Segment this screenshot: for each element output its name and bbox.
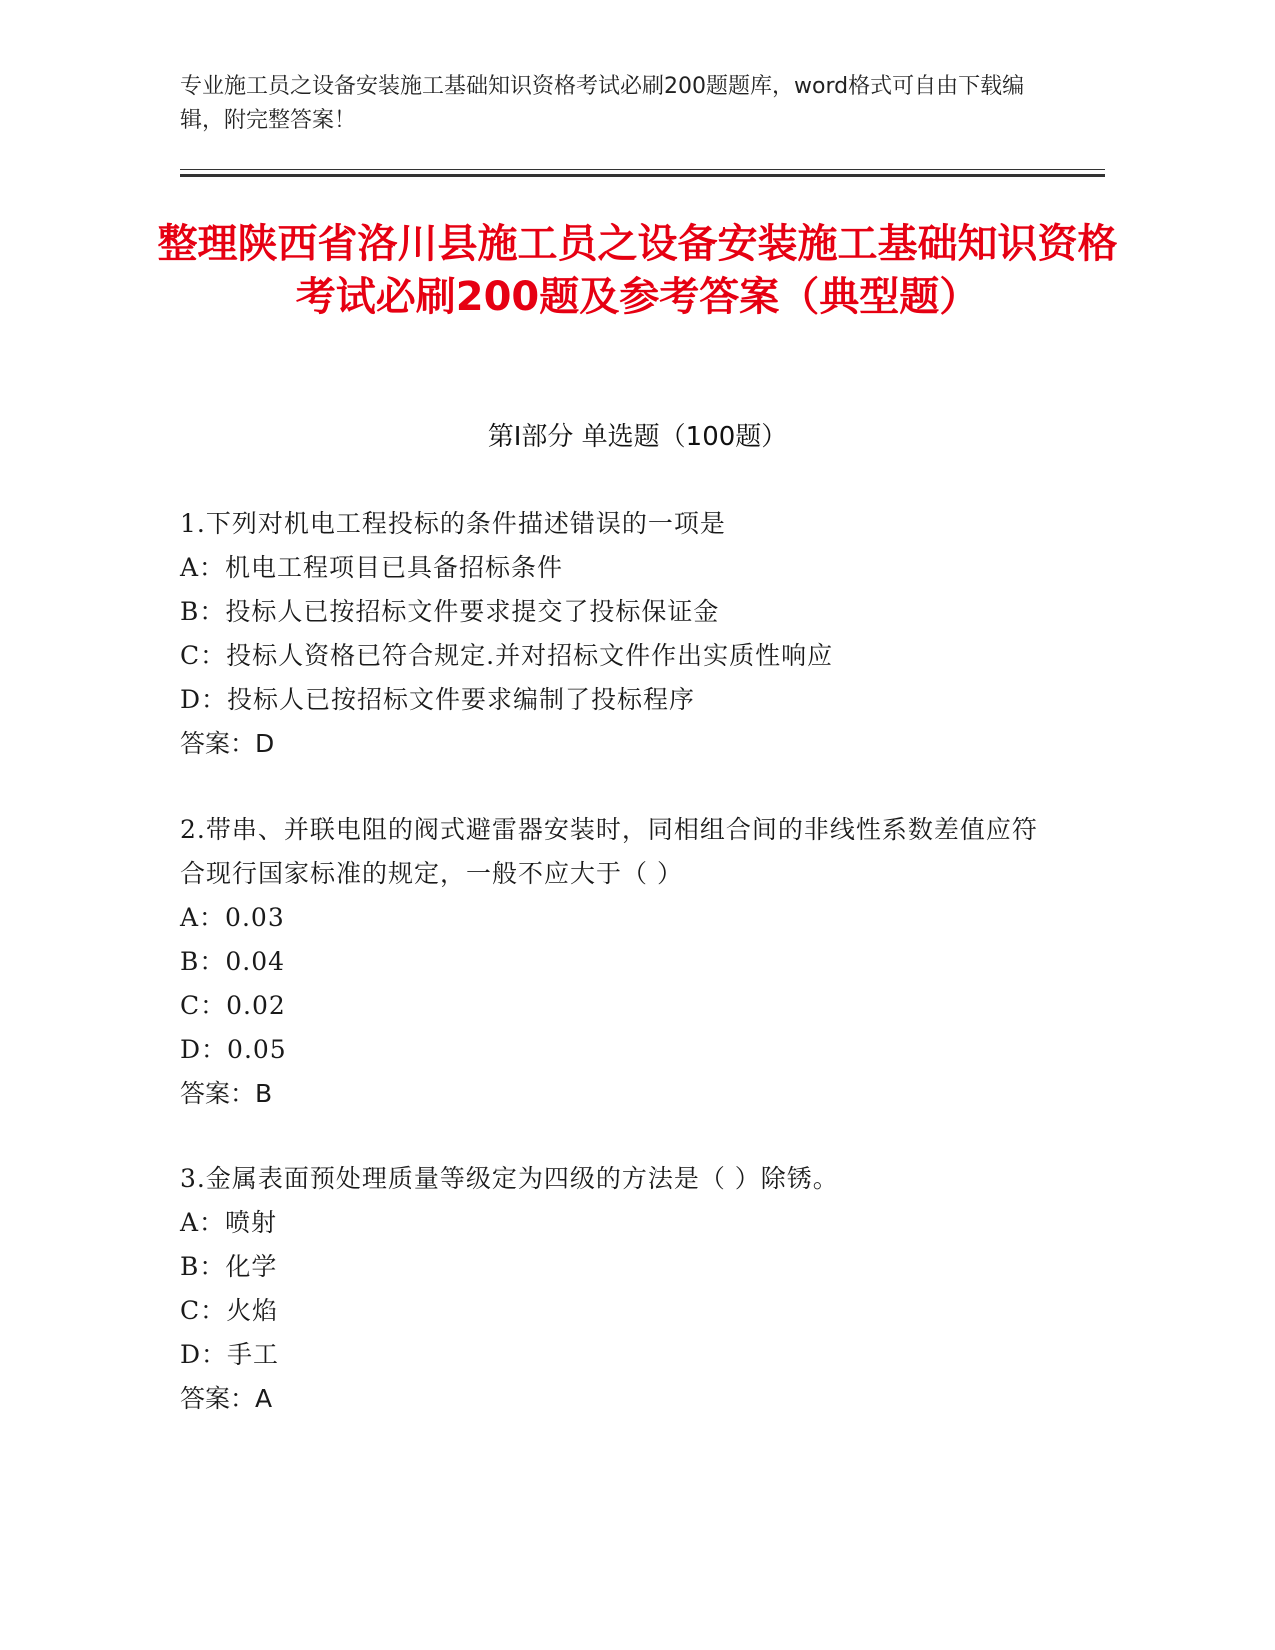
option-d: D：0.05 (180, 1035, 287, 1064)
option-b: B：0.04 (180, 947, 286, 976)
question-stem: 2.带串、并联电阻的阀式避雷器安装时，同相组合间的非线性系数差值应符合现行国家标准的规定，一般不应大于（ ） (180, 815, 1038, 888)
header-note: 专业施工员之设备安装施工基础知识资格考试必刷200题题库，word格式可自由下载编辑，附完整答案！ (180, 74, 1025, 133)
question-stem: 1.下列对机电工程投标的条件描述错误的一项是 (180, 509, 726, 538)
question-2 (180, 808, 1040, 1116)
option-b: B：投标人已按招标文件要求提交了投标保证金 (180, 597, 720, 626)
answer-line: 答案：D (180, 729, 275, 758)
option-a: A：0.03 (180, 903, 285, 932)
question-1 (180, 502, 1040, 766)
option-b: B：化学 (180, 1252, 278, 1281)
answer-line: 答案：B (180, 1079, 273, 1108)
header-divider-thin (180, 169, 1105, 170)
option-c: C：投标人资格已符合规定.并对招标文件作出实质性响应 (180, 641, 834, 670)
option-c: C：0.02 (180, 991, 286, 1020)
option-a: A：机电工程项目已具备招标条件 (180, 553, 564, 582)
header-divider-thick (180, 174, 1105, 177)
section-title: 第Ⅰ部分 单选题（100题） (487, 422, 788, 452)
document-title: 整理陕西省洛川县施工员之设备安装施工基础知识资格考试必刷200题及参考答案（典型题） (157, 221, 1118, 320)
answer-line: 答案：A (180, 1384, 273, 1413)
option-c: C：火焰 (180, 1296, 279, 1325)
question-3 (180, 1157, 1040, 1421)
option-d: D：手工 (180, 1340, 280, 1369)
option-a: A：喷射 (180, 1208, 278, 1237)
option-d: D：投标人已按招标文件要求编制了投标程序 (180, 685, 696, 714)
question-stem: 3.金属表面预处理质量等级定为四级的方法是（ ）除锈。 (180, 1164, 839, 1193)
